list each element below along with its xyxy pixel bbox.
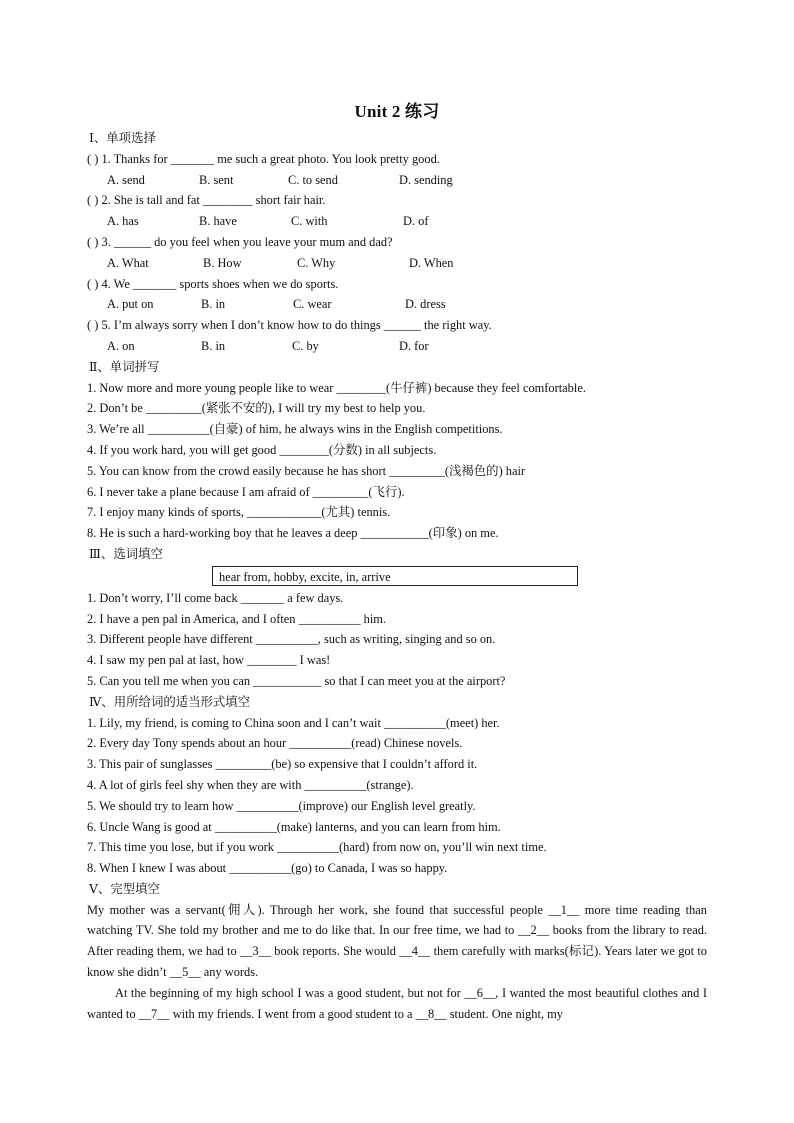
list-item: 7. I enjoy many kinds of sports, ____________(尤其) tennis. — [87, 505, 391, 520]
list-item: 3. We’re all __________(自豪) of him, he always wins in the English competitions. — [87, 422, 503, 437]
section-1-heading: Ⅰ、单项选择 — [89, 131, 156, 145]
list-item: 1. Lily, my friend, is coming to China soon and I can’t wait __________(meet) her. — [87, 715, 500, 730]
list-item: 3. Different people have different __________, such as writing, singing and so on. — [87, 632, 496, 647]
page-title: Unit 2 练习 — [354, 102, 440, 121]
worksheet-content — [87, 128, 707, 1024]
list-item: 8. When I knew I was about __________(go) to Canada, I was so happy. — [87, 861, 448, 876]
section-4-items — [87, 713, 707, 879]
list-item: 5. You can know from the crowd easily because he has short _________(浅褐色的) hair — [87, 463, 526, 478]
question-options — [87, 253, 707, 274]
list-item: 5. We should try to learn how __________(improve) our English level greatly. — [87, 798, 476, 813]
option-d: D. for — [399, 338, 429, 353]
question-2 — [87, 190, 707, 232]
section-2-items — [87, 378, 707, 544]
option-b: B. in — [201, 338, 226, 353]
question-options — [87, 336, 707, 357]
section-1-questions — [87, 149, 707, 357]
option-c: C. Why — [297, 255, 336, 270]
question-options — [87, 211, 707, 232]
question-4 — [87, 274, 707, 316]
option-b: B. have — [199, 214, 237, 229]
section-2-heading: Ⅱ、单词拼写 — [89, 359, 160, 374]
list-item: 5. Can you tell me when you can ___________ so that I can meet you at the airport? — [87, 673, 506, 688]
question-5 — [87, 315, 707, 357]
list-item: 2. Don’t be _________(紧张不安的), I will try my best to help you. — [87, 401, 426, 416]
option-c: C. with — [291, 214, 328, 229]
question-stem: ( ) 5. I’m always sorry when I don’t know how to do things ______ the right way. — [87, 318, 492, 333]
list-item: 6. I never take a plane because I am afraid of _________(飞行). — [87, 484, 405, 499]
question-options — [87, 294, 707, 315]
list-item: 6. Uncle Wang is good at __________(make) lanterns, and you can learn from him. — [87, 819, 501, 834]
list-item: 3. This pair of sunglasses _________(be) so expensive that I couldn’t afford it. — [87, 757, 478, 772]
option-b: B. How — [203, 255, 242, 270]
option-a: A. send — [107, 172, 145, 187]
list-item: 4. If you work hard, you will get good ________(分数) in all subjects. — [87, 442, 437, 457]
section-3-items — [87, 588, 707, 692]
question-1 — [87, 149, 707, 191]
option-d: D. dress — [405, 297, 446, 312]
question-stem: ( ) 4. We _______ sports shoes when we do sports. — [87, 276, 339, 291]
word-bank-box: hear from, hobby, excite, in, arrive — [212, 566, 578, 586]
question-stem: ( ) 2. She is tall and fat ________ short fair hair. — [87, 193, 326, 208]
cloze-paragraph-2: At the beginning of my high school I was a good student, but not for __6__, I wanted the most beautiful clothes and I wanted to __7__ with my friends. I went from a good student to a __8__ student. One night, my — [87, 985, 707, 1021]
option-d: D. When — [409, 255, 454, 270]
option-c: C. wear — [293, 297, 332, 312]
question-stem: ( ) 1. Thanks for _______ me such a great photo. You look pretty good. — [87, 151, 440, 166]
list-item: 1. Now more and more young people like to wear ________(牛仔裤) because they feel comfortable. — [87, 380, 586, 395]
list-item: 2. Every day Tony spends about an hour __________(read) Chinese novels. — [87, 736, 463, 751]
list-item: 7. This time you lose, but if you work __________(hard) from now on, you’ll win next time. — [87, 840, 547, 855]
list-item: 4. A lot of girls feel shy when they are with __________(strange). — [87, 777, 414, 792]
section-5-heading: Ⅴ、完型填空 — [89, 881, 160, 896]
section-4-heading: Ⅳ、用所给词的适当形式填空 — [89, 694, 251, 709]
cloze-paragraph-1: My mother was a servant(佣人). Through her work, she found that successful people __1__ more time reading than watching TV. She told my brother and me to do like that. In our free time, we had to __2__ books from the library to read. After reading them, we had to __3__ book reports. She would __4__ them carefully with marks(标记). Years later we got to know she didn’t __5__ any words. — [87, 902, 707, 980]
list-item: 4. I saw my pen pal at last, how ________ I was! — [87, 653, 331, 668]
option-c: C. to send — [288, 172, 338, 187]
option-b: B. in — [201, 297, 226, 312]
option-c: C. by — [292, 338, 319, 353]
option-d: D. of — [403, 214, 429, 229]
section-3-heading: Ⅲ、选词填空 — [89, 546, 163, 561]
option-a: A. on — [107, 338, 135, 353]
list-item: 2. I have a pen pal in America, and I often __________ him. — [87, 611, 387, 626]
question-stem: ( ) 3. ______ do you feel when you leave your mum and dad? — [87, 234, 393, 249]
option-b: B. sent — [199, 172, 234, 187]
question-3 — [87, 232, 707, 274]
question-options — [87, 170, 707, 191]
option-d: D. sending — [399, 172, 453, 187]
option-a: A. put on — [107, 297, 154, 312]
list-item: 8. He is such a hard-working boy that he leaves a deep ___________(印象) on me. — [87, 526, 499, 541]
option-a: A. What — [107, 255, 149, 270]
list-item: 1. Don’t worry, I’ll come back _______ a few days. — [87, 590, 344, 605]
option-a: A. has — [107, 214, 139, 229]
